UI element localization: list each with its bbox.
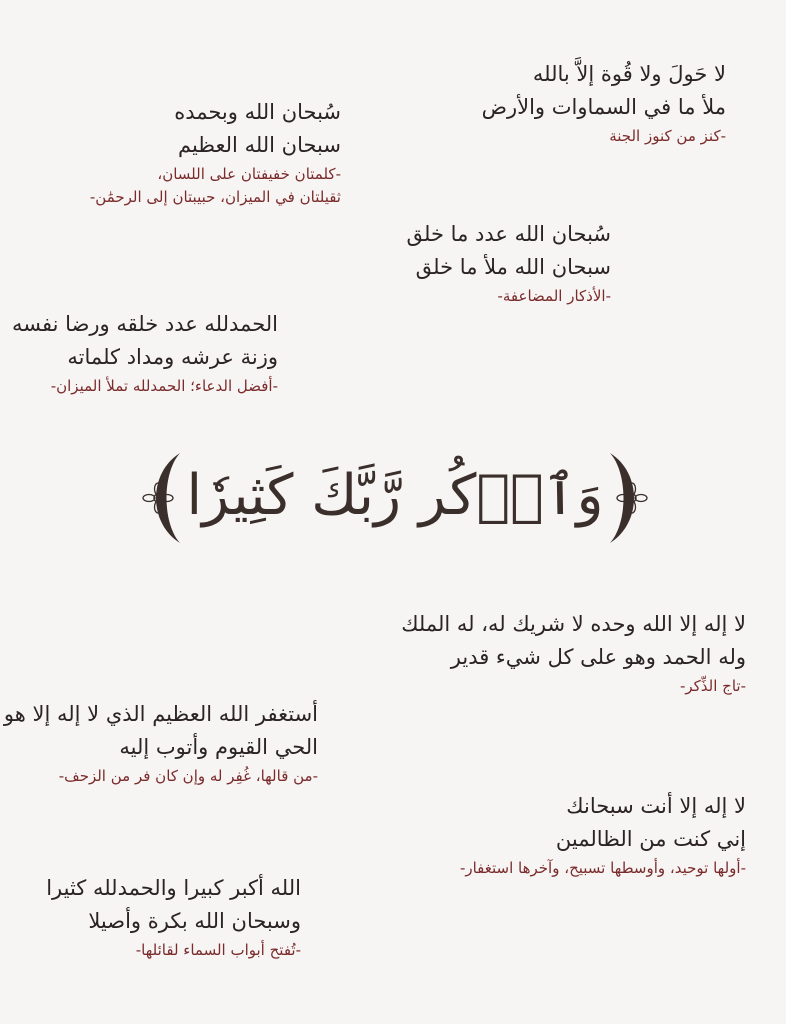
dhikr-card-4: [12, 308, 278, 398]
dhikr-line: الله أكبر كبيرا والحمدلله كثيرا: [46, 876, 301, 900]
dhikr-line: سُبحان الله عدد ما خلق: [406, 222, 611, 246]
dhikr-note: -من قالها، غُفِر له وإن كان فر من الزحف-: [58, 767, 318, 786]
dhikr-card-6: [4, 698, 318, 788]
center-title: [130, 448, 660, 558]
crescent-flower-ornament-icon: [600, 448, 660, 548]
dhikr-line: لا حَولَ ولا قُوة إلاَّ بالله: [532, 62, 726, 86]
dhikr-card-2: [90, 96, 341, 208]
dhikr-note: -كنز من كنوز الجنة: [609, 127, 726, 146]
dhikr-line: الحي القيوم وأتوب إليه: [119, 734, 318, 759]
dhikr-line: وسبحان الله بكرة وأصيلا: [88, 908, 301, 933]
dhikr-line: سبحان الله ملأ ما خلق: [415, 254, 611, 279]
dhikr-line: سبحان الله العظيم: [177, 132, 341, 157]
dhikr-line: وله الحمد وهو على كل شيء قدير: [450, 644, 746, 669]
dhikr-line: لا إله إلا الله وحده لا شريك له، له الملك: [401, 612, 746, 636]
dhikr-line: ملأ ما في السماوات والأرض: [481, 94, 726, 119]
dhikr-card-7: [460, 790, 746, 880]
dhikr-line: إني كنت من الظالمين: [555, 826, 746, 851]
dhikr-line: وزنة عرشه ومداد كلماته: [67, 344, 278, 369]
dhikr-note: -كلمتان خفيفتان على اللسان، ثقيلتان في الميزان، حبيبتان إلى الرحمَٰن-: [89, 165, 341, 206]
dhikr-note: -أولها توحيد، وأوسطها تسبيح، وآخرها استغفار-: [459, 859, 746, 878]
dhikr-card-3: [407, 218, 611, 308]
dhikr-line: أستغفر الله العظيم الذي لا إله إلا هو: [3, 702, 318, 726]
dhikr-card-8: [46, 872, 301, 962]
dhikr-note: -تُفتح أبواب السماء لقائلها-: [135, 941, 301, 960]
title-calligraphy: وَٱذۡكُر رَّبَّكَ كَثِيرٗا: [186, 463, 604, 528]
dhikr-card-1: [482, 58, 726, 148]
dhikr-line: سُبحان الله وبحمده: [174, 100, 341, 124]
dhikr-note: -الأذكار المضاعفة-: [497, 287, 611, 306]
dhikr-card-5: [401, 608, 746, 698]
dhikr-line: لا إله إلا أنت سبحانك: [566, 794, 746, 818]
dhikr-line: الحمدلله عدد خلقه ورضا نفسه: [12, 312, 278, 336]
dhikr-note: -تاج الذِّكر-: [679, 677, 746, 696]
dhikr-note: -أفضل الدعاء؛ الحمدلله تملأ الميزان-: [50, 377, 278, 396]
